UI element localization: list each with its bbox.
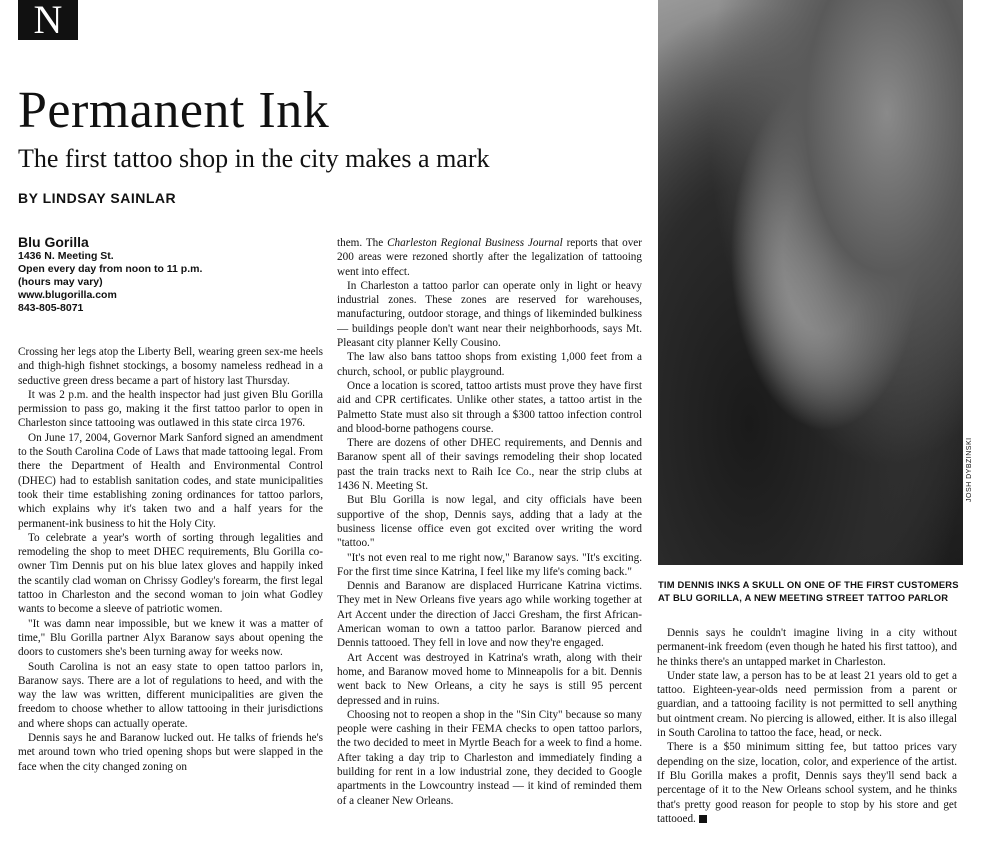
paragraph: Dennis says he and Baranow lucked out. He talks of friends he's met around town who tried opening shops but were slapped in the face when the city changed zoning on bbox=[18, 732, 323, 773]
article-column-1 bbox=[18, 345, 323, 849]
article-column-3 bbox=[657, 626, 957, 849]
paragraph bbox=[657, 740, 957, 826]
paragraph: Choosing not to reopen a shop in the "Sin City" because so many people were cashing in their FEMA checks to open tattoo parlors, the two decided to meet in Myrtle Beach for a week to find a home. After taking a day trip to Charleston and immediately finding a building for rent in a low industrial zone, they decided to Google apartments in the Lowcountry instead — it kind of reminded them of a cleaner New Orleans. bbox=[337, 708, 642, 807]
final-paragraph-text: There is a $50 minimum sitting fee, but tattoo prices vary depending on the size, location, color, and experience of the artist. If Blu Gorilla makes a profit, Dennis says they'll send back a percentage of it to the New Orleans school system, and he thinks that's pretty good reason for people to stop by his store and get tattooed. bbox=[657, 741, 957, 825]
business-website[interactable]: www.blugorilla.com bbox=[18, 289, 117, 301]
business-info-box bbox=[18, 234, 318, 315]
paragraph: To celebrate a year's worth of sorting through legalities and remodeling the shop to meet DHEC requirements, Blu Gorilla co-owner Tim Dennis put on his blue latex gloves and happily inked the scantily clad woman on Chrissy Godley's forearm, the first legal tattoo in Charleston and the second woman to join what Godley wants to become a sleeve of patriotic women. bbox=[18, 531, 323, 616]
business-hours-note: (hours may vary) bbox=[18, 276, 103, 288]
paragraph: In Charleston a tattoo parlor can operate only in light or heavy industrial zones. These zones are reserved for warehouses, manufacturing, outdoor storage, and things of likeminded bulkiness — buildings people don't want near their neighborhoods, says Mt. Pleasant city planner Kelly Cousino. bbox=[337, 279, 642, 350]
paragraph: Dennis says he couldn't imagine living in a city without permanent-ink freedom (even though he hated his first tattoo), and he thinks there's an untapped market in Charleston. bbox=[657, 627, 957, 668]
paragraph: "It's not even real to me right now," Baranow says. "It's exciting. For the first time since Katrina, I feel like my life's coming back." bbox=[337, 551, 642, 578]
article-column-2 bbox=[337, 236, 642, 849]
business-name: Blu Gorilla bbox=[18, 234, 89, 250]
paragraph: Crossing her legs atop the Liberty Bell, wearing green sex-me heels and thigh-high fishnet stockings, a bosomy nameless redhead in a seductive green dress became a part of history last Thursday. bbox=[18, 346, 323, 387]
article-subtitle: The first tattoo shop in the city makes a mark bbox=[18, 144, 490, 173]
paragraph: On June 17, 2004, Governor Mark Sanford signed an amendment to the South Carolina Code of Laws that made tattooing legal. From there the Department of Health and Environmental Control (DHEC) had to establish sanitation codes, and state municipalities took their time establishing zoning ordinances for tattoo parlors, which explains why it's taken two and a half years for the permanent-ink business to hit the Holy City. bbox=[18, 431, 323, 530]
lead-text: them. The bbox=[337, 237, 388, 249]
byline: BY LINDSAY SAINLAR bbox=[18, 190, 177, 206]
paragraph: Art Accent was destroyed in Katrina's wrath, along with their home, and Baranow moved home to Minneapolis for a bit. Dennis went back to New Orleans, a city he says is still 95 percent depressed and in ruins. bbox=[337, 651, 642, 707]
photo-caption: TIM DENNIS INKS A SKULL ON ONE OF THE FIRST CUSTOMERS AT BLU GORILLA, A NEW MEETING STREET TATTOO PARLOR bbox=[658, 579, 959, 603]
paragraph: Once a location is scored, tattoo artists must prove they have first aid and CPR certificates. Unlike other states, a tattoo artist in the Palmetto State must also sit through a $300 tattoo infection control and blood-borne pathogens course. bbox=[337, 379, 642, 435]
section-letter: N bbox=[18, 0, 78, 40]
business-hours: Open every day from noon to 11 p.m. bbox=[18, 263, 203, 275]
paragraph: It was 2 p.m. and the health inspector had just given Blu Gorilla permission to pass go, making it the first tattoo parlor to open in Charleston since tattooing was outlawed in this state circa 1976. bbox=[18, 388, 323, 430]
paragraph: But Blu Gorilla is now legal, and city officials have been supportive of the shop, Dennis says, adding that a lady at the business license office even got excited over writing the word "tattoo." bbox=[337, 494, 642, 550]
end-mark-icon bbox=[699, 815, 707, 823]
paragraph: There are dozens of other DHEC requirements, and Dennis and Baranow spent all of their savings remodeling their shop located past the train tracks next to Raih Ice Co., near the strip clubs at 1436 N. Meeting St. bbox=[337, 437, 642, 493]
business-address: 1436 N. Meeting St. bbox=[18, 250, 114, 262]
business-phone: 843-805-8071 bbox=[18, 302, 84, 314]
photo-credit: JOSH DYBZINSKI bbox=[966, 437, 973, 502]
paragraph: Dennis and Baranow are displaced Hurricane Katrina victims. They met in New Orleans five years ago while working together at Art Accent under the direction of Jacci Gresham, the first African-American woman to own a tattoo parlor. Baranow pierced and Dennis tattooed. They fell in love and now they're engaged. bbox=[337, 580, 642, 650]
tattoo-photo bbox=[658, 0, 963, 565]
paragraph: South Carolina is not an easy state to open tattoo parlors in, Baranow says. There are a lot of regulations to heed, and with the way the law was written, different municipalities are given the freedom to choose whether to allow tattooing in their jurisdictions and where shops can actually operate. bbox=[18, 660, 323, 730]
paragraph bbox=[337, 236, 642, 279]
paragraph: The law also bans tattoo shops from existing 1,000 feet from a church, school, or public playground. bbox=[337, 351, 642, 378]
lead-text-continued: reports that over 200 areas were rezoned shortly after the legalization of tattooing went into effect. bbox=[337, 237, 642, 278]
article-title: Permanent Ink bbox=[18, 82, 330, 139]
paragraph: "It was damn near impossible, but we knew it was a matter of time," Blu Gorilla partner Alyx Baranow says about opening the doors to customers she's been turning away for weeks now. bbox=[18, 617, 323, 659]
paragraph: Under state law, a person has to be at least 21 years old to get a tattoo. Eighteen-year-olds need permission from a parent or guardian, and a tattooing facility is not permitted to sell anything but ointment cream. No piercing is allowed, either. It is also illegal in South Carolina to tattoo the face, head, or neck. bbox=[657, 669, 957, 740]
publication-name: Charleston Regional Business Journal bbox=[387, 237, 563, 249]
